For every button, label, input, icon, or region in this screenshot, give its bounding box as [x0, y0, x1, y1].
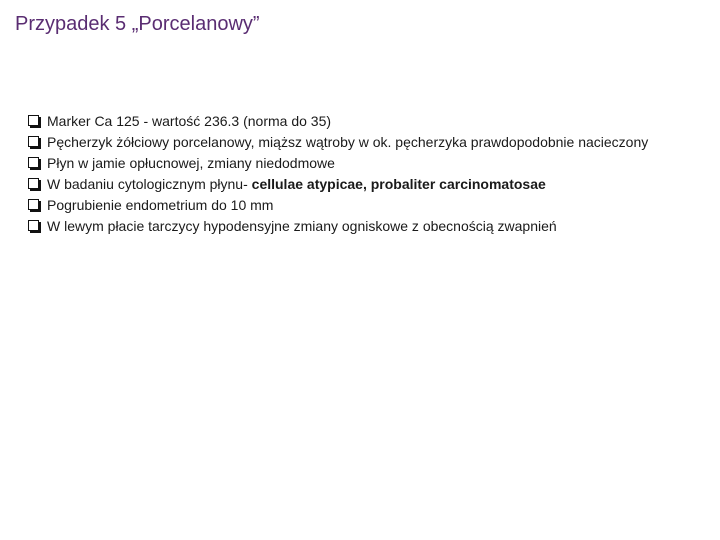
- cytology-text: W badaniu cytologicznym płynu-: [47, 176, 252, 192]
- checkbox-square-icon: [28, 157, 39, 168]
- bullet-item-endometrium: [28, 195, 668, 216]
- cytology-result: cellulae atypicae, probaliter carcinomatosae: [251, 176, 546, 192]
- bullet-item-gallbladder: [28, 132, 668, 153]
- checkbox-square-icon: [28, 220, 39, 231]
- bullet-list: [28, 111, 668, 237]
- checkbox-square-icon: [28, 115, 39, 126]
- bullet-text: W lewym płacie tarczycy hypodensyjne zmiany ogniskowe z obecnością zwapnień: [47, 218, 557, 234]
- bullet-item-pleural-fluid: [28, 153, 668, 174]
- slide-title: Przypadek 5 „Porcelanowy”: [15, 13, 260, 35]
- bullet-text: [47, 174, 668, 195]
- bullet-text: Płyn w jamie opłucnowej, zmiany niedodmowe: [47, 155, 335, 171]
- checkbox-square-icon: [28, 136, 39, 147]
- checkbox-square-icon: [28, 178, 39, 189]
- checkbox-square-icon: [28, 199, 39, 210]
- bullet-text: Pęcherzyk żółciowy porcelanowy, miąższ wątroby w ok. pęcherzyka prawdopodobnie nacieczony: [47, 134, 649, 150]
- bullet-text: Marker Ca 125 - wartość 236.3 (norma do 35): [47, 113, 332, 129]
- bullet-item-thyroid: [28, 216, 668, 237]
- bullet-item-ca125: [28, 111, 668, 132]
- bullet-text: Pogrubienie endometrium do 10 mm: [47, 197, 274, 213]
- bullet-item-cytology: [28, 174, 668, 195]
